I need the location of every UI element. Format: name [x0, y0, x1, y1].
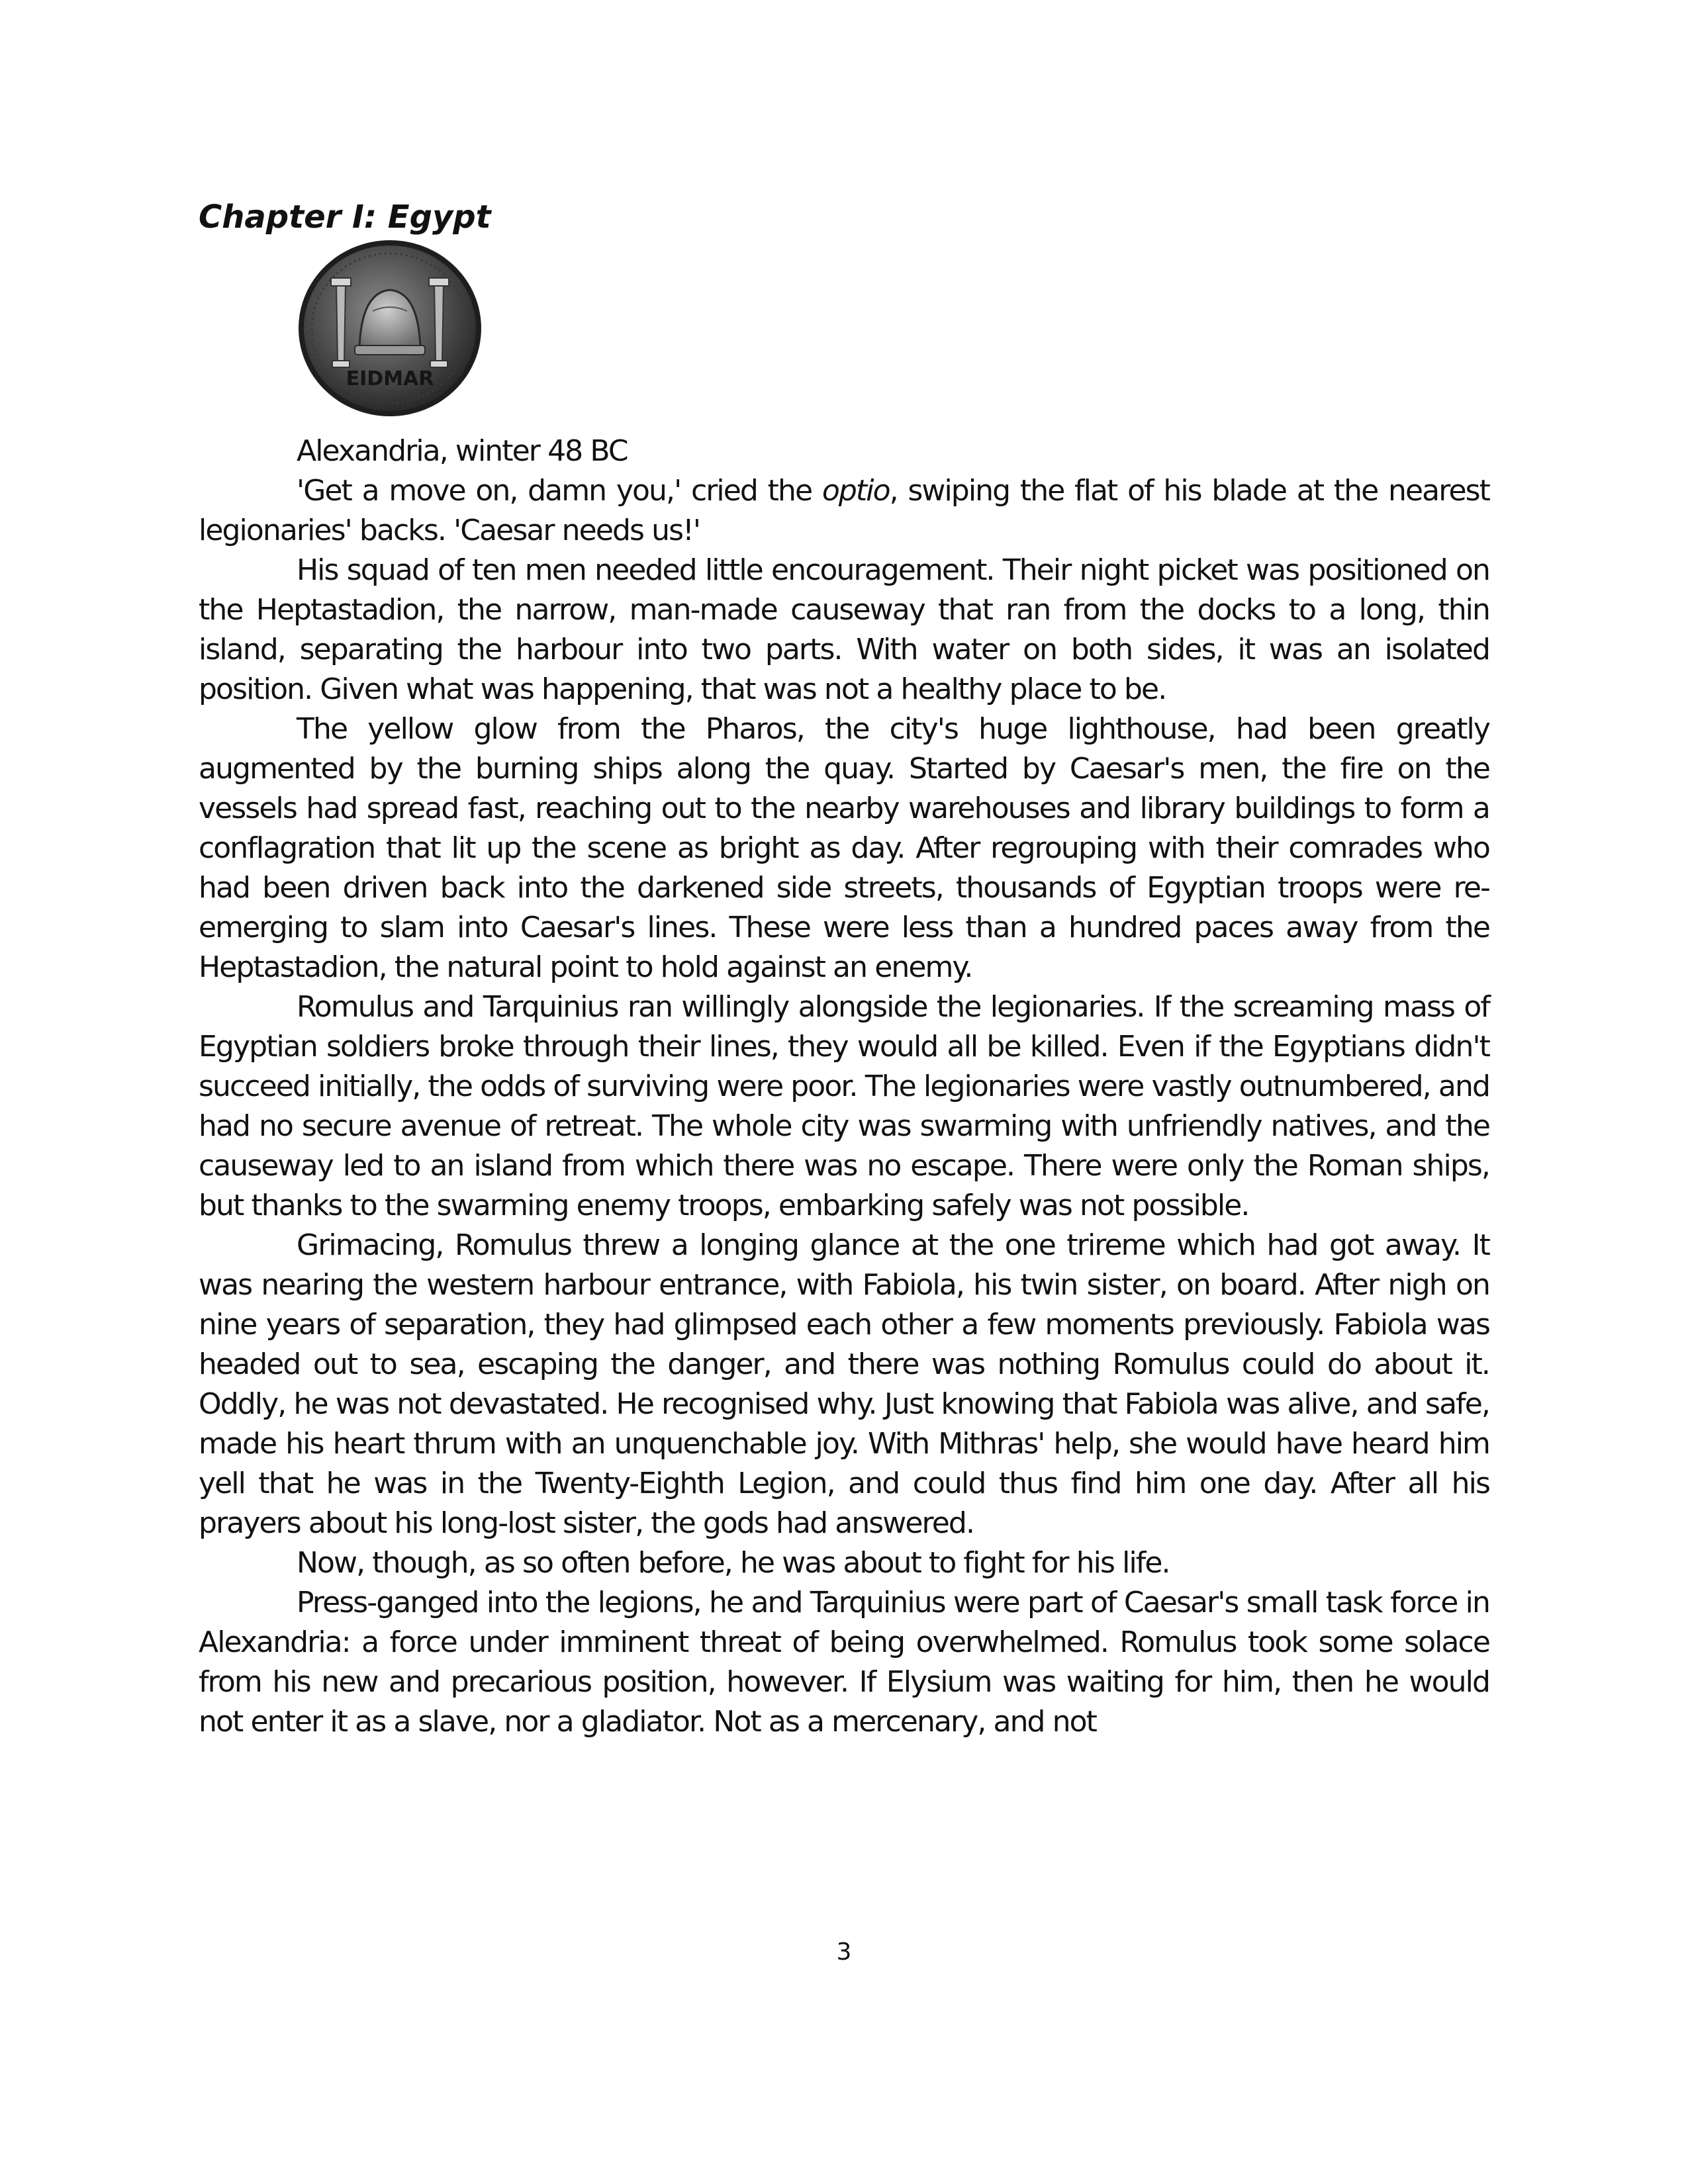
paragraph-text: , swiping the flat of his blade at the nearest legionaries' backs. 'Caesar needs us!' — [199, 474, 1489, 547]
emphasis-optio: optio — [821, 474, 890, 508]
paragraph: Romulus and Tarquinius ran willingly alongside the legionaries. If the screaming mass of Egyptian soldiers broke through their lines, they would all be killed. Even if the Egyptians didn't succeed initially, the odds of surviving were poor. The legionaries were vastly outnumbered, and had no secure avenue of retreat. The whole city was swarming with unfriendly natives, and the causeway led to an island from which there was no escape. There were only the Roman ships, but thanks to the swarming enemy troops, embarking safely was not possible. — [199, 990, 1489, 1222]
paragraph: The yellow glow from the Pharos, the city's huge lighthouse, had been greatly augmented by the burning ships along the quay. Started by Caesar's men, the fire on the vessels had spread fast, reaching out to the nearby warehouses and library buildings to form a conflagration that lit up the scene as bright as day. After regrouping with their comrades who had been driven back into the darkened side streets, thousands of Egyptian troops were re-emerging to slam into Caesar's lines. These were less than a hundred paces away from the Heptastadion, the natural point to hold against an enemy. — [199, 712, 1489, 984]
roman-coin-icon — [297, 238, 483, 418]
paragraph: Press-ganged into the legions, he and Tarquinius were part of Caesar's small task force in Alexandria: a force under imminent threat of being overwhelmed. Romulus took some solace from his new and precarious position, however. If Elysium was waiting for him, then he would not enter it as a slave, nor a gladiator. Not as a mercenary, and not — [199, 1586, 1489, 1739]
paragraph: Grimacing, Romulus threw a longing glance at the one trireme which had got away. It was nearing the western harbour entrance, with Fabiola, his twin sister, on board. After nigh on nine years of separation, they had glimpsed each other a few moments previously. Fabiola was headed out to sea, escaping the danger, and there was nothing Romulus could do about it. Oddly, he was not devastated. He recognised why. Just knowing that Fabiola was alive, and safe, made his heart thrum with an unquenchable joy. With Mithras' help, she would have heard him yell that he was in the Twenty-Eighth Legion, and could thus find him one day. After all his prayers about his long-lost sister, the gods had answered. — [199, 1228, 1489, 1540]
paragraph — [199, 471, 1489, 551]
place-date: Alexandria, winter 48 BC — [297, 434, 628, 468]
coin-inscription: EIDMAR — [346, 367, 434, 390]
chapter-title: Chapter I: Egypt — [199, 199, 491, 236]
paragraph-text: 'Get a move on, damn you,' cried the — [297, 474, 822, 508]
chapter-body — [199, 432, 1489, 1742]
paragraph: Now, though, as so often before, he was about to fight for his life. — [297, 1546, 1170, 1580]
page-number: 3 — [836, 1938, 852, 1966]
paragraph: His squad of ten men needed little encouragement. Their night picket was positioned on the Heptastadion, the narrow, man-made causeway that ran from the docks to a long, thin island, separating the harbour into two parts. With water on both sides, it was an isolated position. Given what was happening, that was not a healthy place to be. — [199, 553, 1489, 706]
